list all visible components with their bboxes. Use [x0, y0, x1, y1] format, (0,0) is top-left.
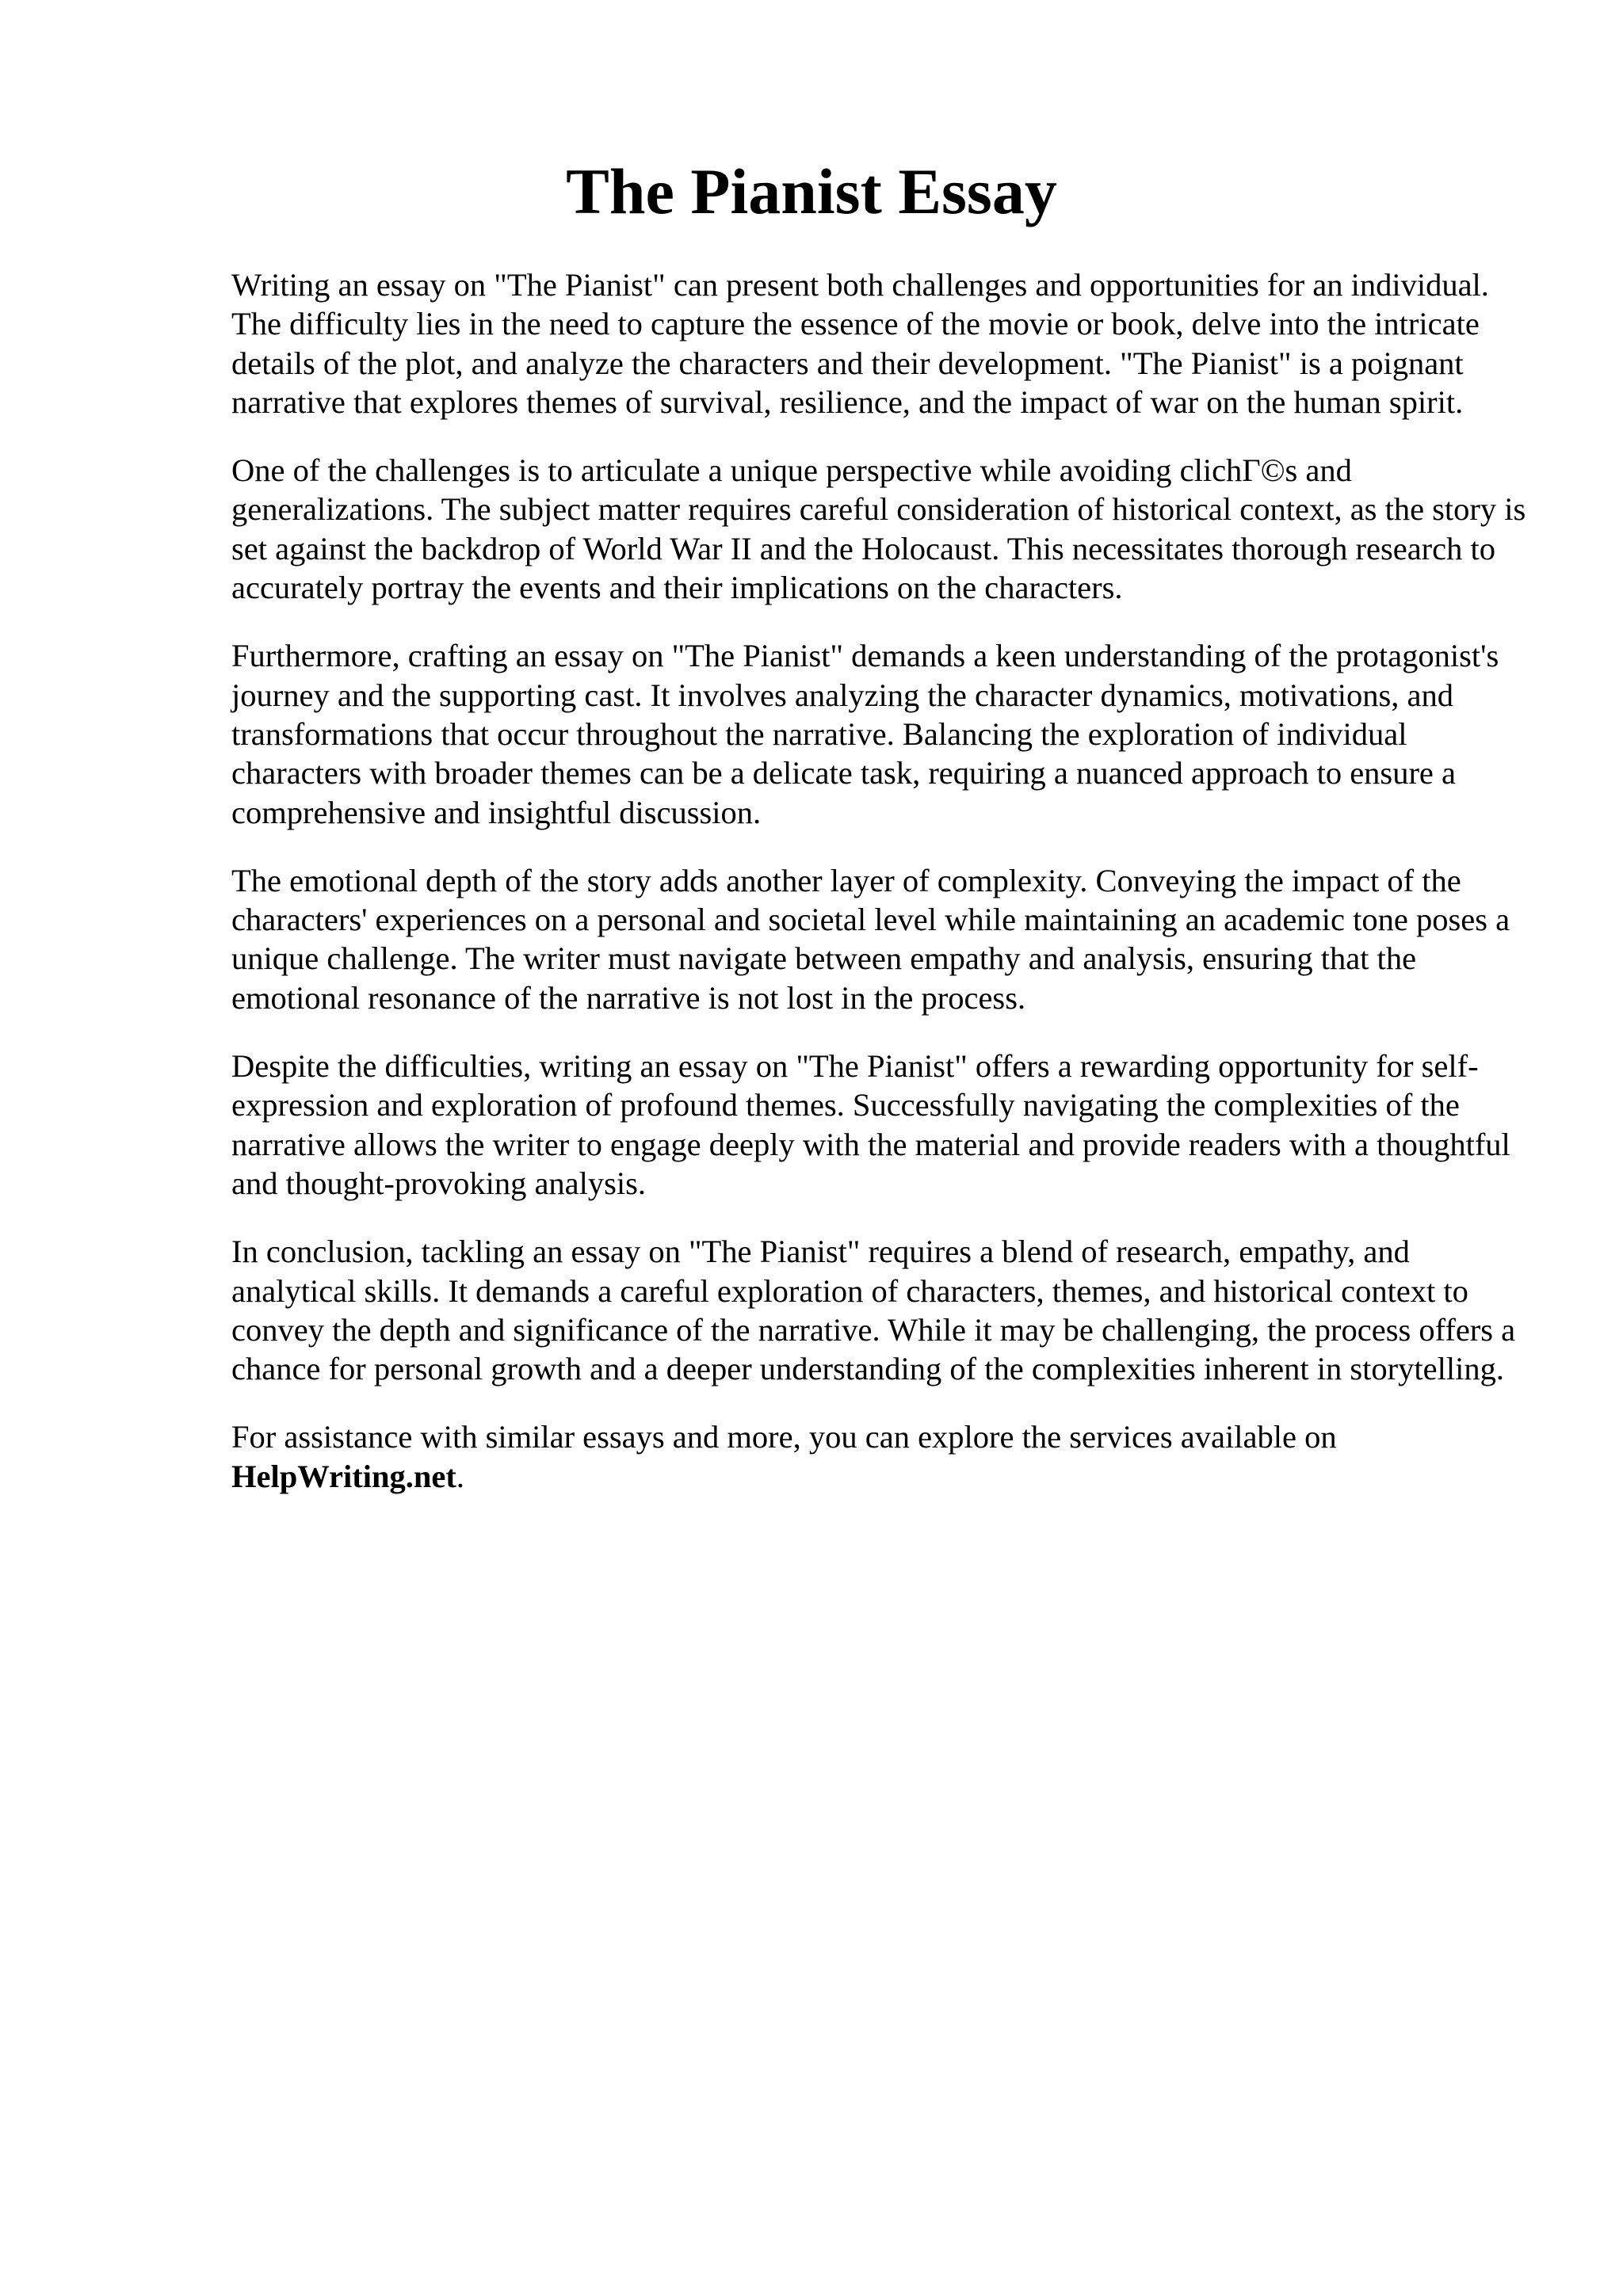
document-body: [231, 265, 1527, 1496]
closing-period: .: [456, 1458, 465, 1494]
paragraph-3: Furthermore, crafting an essay on "The Pianist" demands a keen understanding of the protagonist's journey and the supporting cast. It involves analyzing the character dynamics, motivations, and transformations that occur throughout the narrative. Balancing the exploration of individual characters with broader themes can be a delicate task, requiring a nuanced approach to ensure a comprehensive and insightful discussion.: [231, 638, 1499, 830]
paragraph-5: Despite the difficulties, writing an essay on "The Pianist" offers a rewarding opportunity for self-expression and exploration of profound themes. Successfully navigating the complexities of the narrative allows the writer to engage deeply with the material and provide readers with a thoughtful and thought-provoking analysis.: [231, 1048, 1510, 1201]
document-title: The Pianist Essay: [566, 155, 1057, 227]
closing-paragraph: [231, 1417, 1527, 1496]
closing-text: For assistance with similar essays and more, you can explore the services available on: [231, 1419, 1337, 1455]
paragraph-1: Writing an essay on "The Pianist" can present both challenges and opportunities for an individual. The difficulty lies in the need to capture the essence of the movie or book, delve into the intricate details of the plot, and analyze the characters and their development. "The Pianist" is a poignant narrative that explores themes of survival, resilience, and the impact of war on the human spirit.: [231, 267, 1489, 420]
helpwriting-link[interactable]: HelpWriting.net: [231, 1458, 456, 1494]
paragraph-2: One of the challenges is to articulate a unique perspective while avoiding clichΓ©s and generalizations. The subject matter requires careful consideration of historical context, as the story is set against the backdrop of World War II and the Holocaust. This necessitates thorough research to accurately portray the events and their implications on the characters.: [231, 452, 1526, 606]
paragraph-6: In conclusion, tackling an essay on "The Pianist" requires a blend of research, empathy, and analytical skills. It demands a careful exploration of characters, themes, and historical context to convey the depth and significance of the narrative. While it may be challenging, the process offers a chance for personal growth and a deeper understanding of the complexities inherent in storytelling.: [231, 1234, 1516, 1387]
paragraph-4: The emotional depth of the story adds another layer of complexity. Conveying the impact of the characters' experiences on a personal and societal level while maintaining an academic tone poses a unique challenge. The writer must navigate between empathy and analysis, ensuring that the emotional resonance of the narrative is not lost in the process.: [231, 862, 1510, 1016]
